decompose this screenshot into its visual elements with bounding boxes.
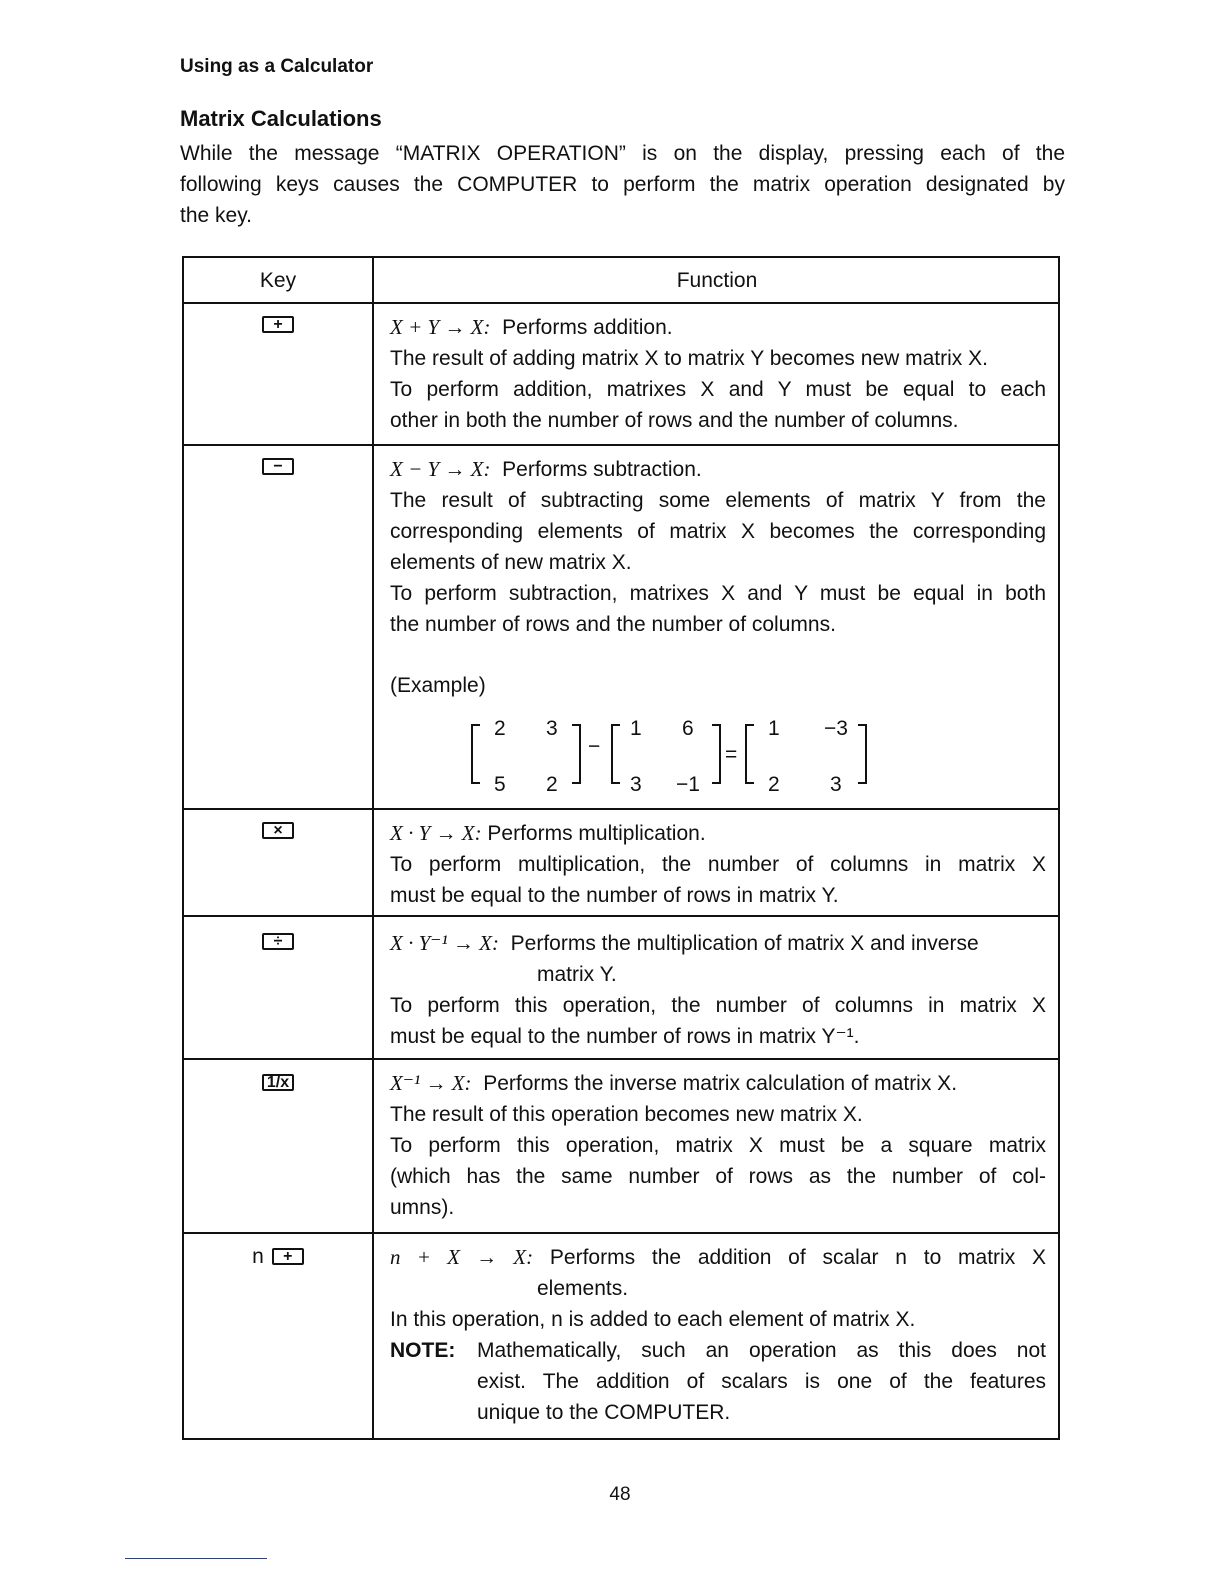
matrix-b-cell: −1 <box>676 773 700 796</box>
intro-line: following keys causes the COMPUTER to perform the matrix operation designated by <box>180 173 1065 196</box>
key-cell-add <box>184 316 372 334</box>
description-line: must be equal to the number of rows in matrix Y⁻¹. <box>390 1025 860 1048</box>
function-title-cont: elements. <box>537 1277 629 1300</box>
matrix-b-cell: 3 <box>630 773 642 796</box>
function-cell-multiply <box>390 818 1046 911</box>
key-cell-subtract <box>184 458 372 476</box>
key-prefix: n <box>252 1245 264 1268</box>
matrix-b-cell: 1 <box>630 717 642 740</box>
matrix-c-cell: 2 <box>768 773 780 796</box>
minus-operator: − <box>588 735 601 758</box>
matrix-a-cell: 5 <box>494 773 506 796</box>
bracket-right-b <box>712 725 720 783</box>
description-line: corresponding elements of matrix X becomes the corresponding <box>390 520 1046 543</box>
matrix-a-cell: 3 <box>546 717 558 740</box>
key-cell-inverse <box>184 1074 372 1092</box>
description-line: other in both the number of rows and the number of columns. <box>390 409 959 432</box>
function-title-cont: matrix Y. <box>537 963 617 986</box>
description-line: must be equal to the number of rows in matrix Y. <box>390 884 839 907</box>
key-cell-divide <box>184 933 372 951</box>
matrix-a-cell: 2 <box>494 717 506 740</box>
row-divider <box>184 1058 1058 1060</box>
description-line: The result of subtracting some elements of matrix Y from the <box>390 489 1046 512</box>
description-line: (which has the same number of rows as the number of col- <box>390 1165 1046 1188</box>
description-line: To perform subtraction, matrixes X and Y must be equal in both <box>390 582 1046 605</box>
formula: X + Y → X: <box>390 315 491 339</box>
matrix-c-cell: 1 <box>768 717 780 740</box>
intro-line: the key. <box>180 204 252 227</box>
function-cell-add <box>390 312 1046 436</box>
row-divider <box>184 302 1058 304</box>
function-title: Performs the addition of scalar n to matrix X <box>549 1246 1046 1269</box>
formula: X⁻¹ → X: <box>390 1071 472 1095</box>
bracket-right-a <box>572 725 580 783</box>
row-divider <box>184 808 1058 810</box>
bracket-left-b <box>612 725 620 783</box>
description-line: The result of this operation becomes new matrix X. <box>390 1103 863 1126</box>
plus-key-icon: + <box>272 1248 304 1265</box>
formula: n + X → X: <box>390 1245 534 1269</box>
matrix-c-cell: 3 <box>830 773 842 796</box>
running-header: Using as a Calculator <box>180 56 374 77</box>
header-function: Function <box>676 269 758 292</box>
matrix-b-cell: 6 <box>682 717 694 740</box>
bracket-right-c <box>858 725 866 783</box>
divide-key-icon: ÷ <box>262 933 294 950</box>
row-divider <box>184 1232 1058 1234</box>
description-line: To perform this operation, matrix X must be a square matrix <box>390 1134 1046 1157</box>
intro-paragraph <box>180 138 1065 231</box>
column-divider <box>372 258 374 1438</box>
bracket-left-c <box>746 725 754 783</box>
page-number: 48 <box>609 1484 631 1505</box>
section-title: Matrix Calculations <box>180 106 382 131</box>
header-key: Key <box>259 269 297 292</box>
minus-key-icon: − <box>262 458 294 475</box>
function-title: Performs subtraction. <box>502 458 702 481</box>
note-label: NOTE: <box>390 1339 456 1362</box>
function-cell-subtract <box>390 454 1046 701</box>
row-divider <box>184 444 1058 446</box>
function-title: Performs multiplication. <box>487 822 706 845</box>
formula: X − Y → X: <box>390 457 491 481</box>
description-line: The result of adding matrix X to matrix Y becomes new matrix X. <box>390 347 988 370</box>
formula: X · Y⁻¹ → X: <box>390 931 499 955</box>
note-line: exist. The addition of scalars is one of the features <box>477 1370 1046 1393</box>
function-title: Performs the multiplication of matrix X and inverse <box>510 932 979 955</box>
matrix-function-table <box>182 256 1060 1440</box>
description-line: the number of rows and the number of columns. <box>390 613 836 636</box>
row-divider <box>184 915 1058 917</box>
description-line: elements of new matrix X. <box>390 551 632 574</box>
function-title: Performs addition. <box>502 316 673 339</box>
function-title: Performs the inverse matrix calculation of matrix X. <box>483 1072 958 1095</box>
description-line: To perform this operation, the number of columns in matrix X <box>390 994 1046 1017</box>
description-line: umns). <box>390 1196 455 1219</box>
key-cell-multiply <box>184 822 372 840</box>
plus-key-icon: + <box>262 316 294 333</box>
equals-operator: = <box>725 743 738 766</box>
function-cell-divide <box>390 928 1046 1052</box>
note-line: unique to the COMPUTER. <box>477 1401 731 1424</box>
description-line: To perform multiplication, the number of columns in matrix X <box>390 853 1046 876</box>
function-cell-inverse <box>390 1068 1046 1223</box>
example-label: (Example) <box>390 674 486 697</box>
reciprocal-key-icon: 1/x <box>262 1074 294 1091</box>
formula: X · Y → X: <box>390 821 482 845</box>
footer-rule <box>125 1558 267 1559</box>
matrix-c-cell: −3 <box>824 717 848 740</box>
key-cell-scalar-add <box>184 1245 372 1269</box>
description-line: In this operation, n is added to each element of matrix X. <box>390 1308 916 1331</box>
function-cell-scalar-add <box>390 1242 1046 1428</box>
note-line: Mathematically, such an operation as this does not <box>477 1339 1046 1362</box>
matrix-a-cell: 2 <box>546 773 558 796</box>
bracket-left-a <box>472 725 480 783</box>
multiply-key-icon: × <box>262 822 294 839</box>
description-line: To perform addition, matrixes X and Y must be equal to each <box>390 378 1046 401</box>
intro-line: While the message “MATRIX OPERATION” is on the display, pressing each of the <box>180 142 1065 165</box>
matrix-example <box>454 713 914 798</box>
